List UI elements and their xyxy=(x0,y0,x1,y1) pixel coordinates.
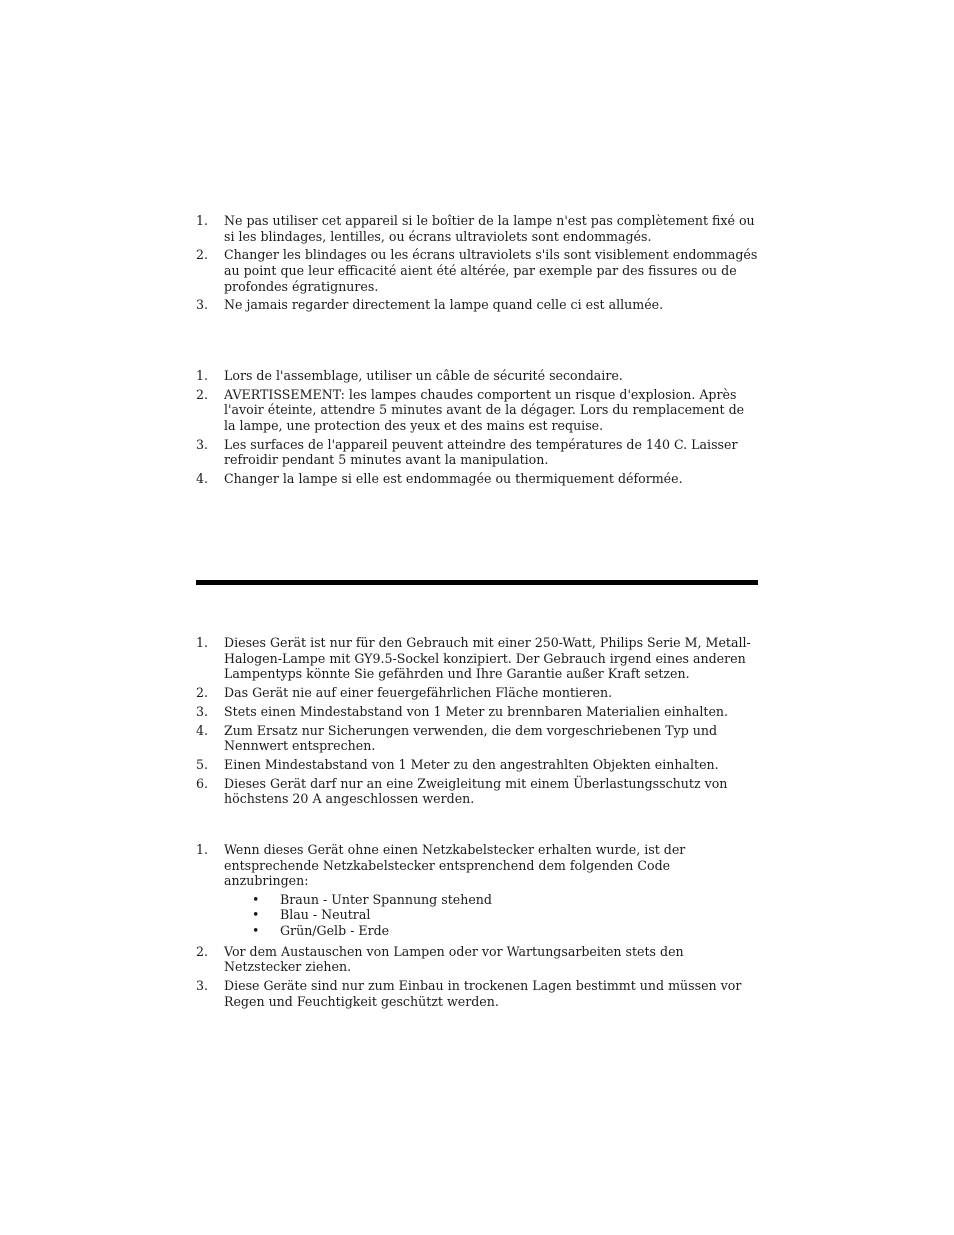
list-item: 3. Les surfaces de l'appareil peuvent atteindre des températures de 140 C. Laisser refroidir pendant 5 minutes avant la manipulation. xyxy=(196,436,738,468)
list-item: 1. Lors de l'assemblage, utiliser un câble de sécurité secondaire. xyxy=(196,368,623,383)
section-divider xyxy=(196,580,758,585)
german-electrical-list xyxy=(196,842,758,1012)
list-item: 1. Ne pas utiliser cet appareil si le boîtier de la lampe n'est pas complètement fixé ou si les blindages, lentilles, ou écrans ultraviolets sont endommagés. xyxy=(196,213,755,244)
list-item: 3. Ne jamais regarder directement la lampe quand celle ci est allumée. xyxy=(196,297,664,313)
list-item: 2. Das Gerät nie auf einer feuergefährlichen Fläche montieren. xyxy=(196,684,613,700)
list-item: 3. Diese Geräte sind nur zum Einbau in trockenen Lagen bestimmt und müssen vor Regen und Feuchtigkeit geschützt werden. xyxy=(196,977,742,1009)
list-item: 2. Vor dem Austauschen von Lampen oder vor Wartungsarbeiten stets den Netzstecker ziehen. xyxy=(196,943,684,975)
bullet-icon: • xyxy=(252,891,260,907)
wiring-item-neutral: • Blau - Neutral xyxy=(252,907,371,923)
french-install-list xyxy=(196,368,758,490)
list-item: 5. Einen Mindestabstand von 1 Meter zu den angestrahlten Objekten einhalten. xyxy=(196,756,719,772)
list-item: 4. Changer la lampe si elle est endommagée ou thermiquement déformée. xyxy=(196,471,683,487)
list-item: 1. Wenn dieses Gerät ohne einen Netzkabelstecker erhalten wurde, ist der entsprechende Netzkabelstecker entsprenchend dem folgenden Code anzubringen: • Braun - Unter Spannung stehend • Blau - Neutral • Grün/Gelb - Erde xyxy=(196,842,758,939)
list-item: 2. Changer les blindages ou les écrans ultraviolets s'ils sont visiblement endommagés au point que leur efficacité aient été altérée, par exemple par des fissures ou de profondes égratignures. xyxy=(196,247,758,294)
german-safety-list xyxy=(196,635,758,810)
list-item: 2. AVERTISSEMENT: les lampes chaudes comportent un risque d'explosion. Après l'avoir éteinte, attendre 5 minutes avant de la dégager. Lors du remplacement de la lampe, une protection des yeux et des mains est requise. xyxy=(196,386,745,433)
list-item: 3. Stets einen Mindestabstand von 1 Meter zu brennbaren Materialien einhalten. xyxy=(196,703,729,719)
bullet-icon: • xyxy=(252,907,260,923)
wiring-item-earth: • Grün/Gelb - Erde xyxy=(252,922,390,938)
wiring-item-live: • Braun - Unter Spannung stehend xyxy=(252,891,492,907)
french-safety-list xyxy=(196,213,758,316)
list-item: 6. Dieses Gerät darf nur an eine Zweigleitung mit einem Überlastungsschutz von höchstens 20 A angeschlossen werden. xyxy=(196,775,728,807)
list-item: 4. Zum Ersatz nur Sicherungen verwenden, die dem vorgeschriebenen Typ und Nennwert entsprechen. xyxy=(196,722,718,754)
list-item: 1. Dieses Gerät ist nur für den Gebrauch mit einer 250-Watt, Philips Serie M, Metall-Halogen-Lampe mit GY9.5-Sockel konzipiert. Der Gebrauch irgend eines anderen Lampentyps könnte Sie gefährden und Ihre Garantie außer Kraft setzen. xyxy=(196,635,751,682)
bullet-icon: • xyxy=(252,922,260,938)
wiring-code-list xyxy=(224,892,758,939)
